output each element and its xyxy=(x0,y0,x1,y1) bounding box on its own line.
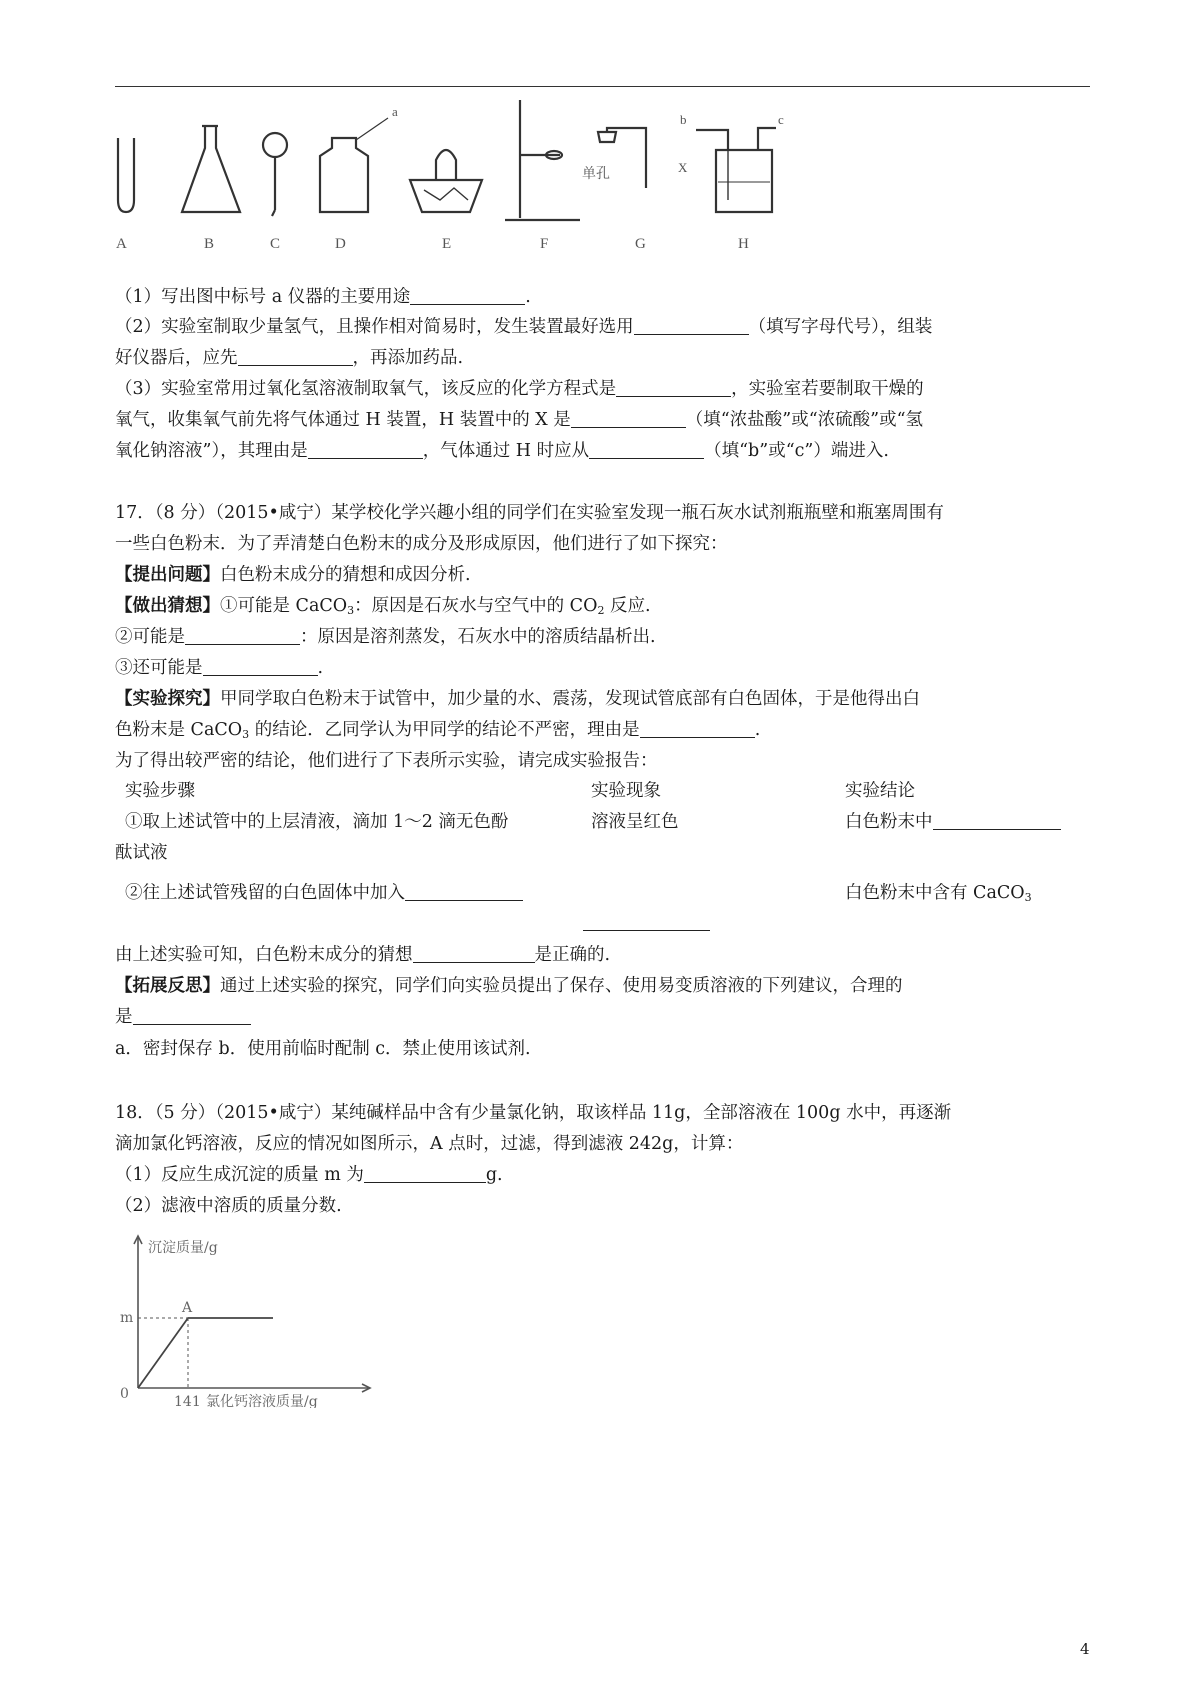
graph-point-a: A xyxy=(182,1300,193,1316)
reagent-label-x: X xyxy=(678,160,688,175)
answer-blank[interactable] xyxy=(616,378,731,397)
q16-part3: （3）实验室常用过氧化氢溶液制取氧气，该反应的化学方程式是 ，实验室若要制取干燥的 xyxy=(115,379,924,399)
port-label-b: b xyxy=(680,112,687,127)
apparatus-label-g: G xyxy=(635,236,646,252)
answer-blank[interactable] xyxy=(185,626,300,645)
answer-blank[interactable] xyxy=(405,882,523,901)
answer-blank[interactable] xyxy=(364,1164,486,1183)
answer-blank[interactable] xyxy=(589,440,704,459)
answer-blank[interactable] xyxy=(571,409,686,428)
pointer-label-a: a xyxy=(392,104,398,119)
answer-blank[interactable] xyxy=(238,347,353,366)
header-rule xyxy=(115,86,1090,87)
table-r1-step-cont: 酞试液 xyxy=(115,843,168,863)
apparatus-figure xyxy=(110,100,870,270)
q16-part2: （2）实验室制取少量氢气，且操作相对简易时，发生装置最好选用 （填写字母代号），组装 xyxy=(115,317,933,337)
table-r1-phenomenon: 溶液呈红色 xyxy=(591,812,679,832)
apparatus-label-d: D xyxy=(335,236,346,252)
table-header-phenomena: 实验现象 xyxy=(591,781,661,801)
apparatus-label-b: B xyxy=(204,236,215,252)
graph-x-label: 氯化钙溶液质量/g xyxy=(206,1394,318,1408)
answer-blank[interactable] xyxy=(634,316,749,335)
table-header-conclusion: 实验结论 xyxy=(845,781,915,801)
table-r2-phenomenon xyxy=(583,910,710,936)
q18-part2: （2）滤液中溶质的质量分数. xyxy=(115,1196,342,1216)
q16-part3-cont: 氧气，收集氧气前先将气体通过 H 装置，H 装置中的 X 是 （填“浓盐酸”或“浓硫酸”或“氢 xyxy=(115,410,924,430)
q17-experiment: 【实验探究】甲同学取白色粉末于试管中，加少量的水、震荡，发现试管底部有白色固体，于是他得出白 xyxy=(115,689,920,709)
answer-blank[interactable] xyxy=(583,912,710,931)
table-r2-step: ②往上述试管残留的白色固体中加入 xyxy=(125,880,523,906)
q17-reflection: 【拓展反思】通过上述实验的探究，同学们向实验员提出了保存、使用易变质溶液的下列建议，合理的 xyxy=(115,976,903,996)
graph-x-tick: 141 xyxy=(174,1394,201,1408)
page-number: 4 xyxy=(1080,1640,1090,1658)
q17-options: a．密封保存 b．使用前临时配制 c．禁止使用该试剂. xyxy=(115,1039,531,1059)
precipitate-graph xyxy=(108,1228,388,1408)
graph-y-label: 沉淀质量/g xyxy=(148,1240,218,1256)
stopper-label: 单孔 xyxy=(582,167,610,182)
apparatus-label-a: A xyxy=(116,236,127,252)
q18-stem-cont: 滴加氯化钙溶液，反应的情况如图所示，A 点时，过滤，得到滤液 242g，计算： xyxy=(115,1134,744,1154)
answer-blank[interactable] xyxy=(933,811,1061,830)
answer-blank[interactable] xyxy=(640,719,755,738)
answer-blank[interactable] xyxy=(133,1006,251,1025)
table-r1-conclusion: 白色粉末中 xyxy=(845,809,1061,835)
graph-origin: 0 xyxy=(120,1386,129,1402)
port-label-c: c xyxy=(778,112,784,127)
apparatus-label-c: C xyxy=(270,236,281,252)
q17-hypothesis-2: ②可能是 ：原因是溶剂蒸发，石灰水中的溶质结晶析出. xyxy=(115,627,656,647)
graph-m-label: m xyxy=(120,1310,134,1326)
answer-blank[interactable] xyxy=(203,657,318,676)
q17-experiment-cont: 色粉末是 CaCO$_3$ 的结论．乙同学认为甲同学的结论不严密，理由是 . xyxy=(115,720,761,741)
q17-stem-cont: 一些白色粉末．为了弄清楚白色粉末的成分及形成原因，他们进行了如下探究： xyxy=(115,534,728,554)
q16-part2-cont: 好仪器后，应先 ，再添加药品. xyxy=(115,348,464,368)
q17-hypothesis: 【做出猜想】①可能是 CaCO$_3$：原因是石灰水与空气中的 $CO_2$ 反应. xyxy=(115,596,651,617)
q17-reflection-cont: 是 xyxy=(115,1004,251,1030)
apparatus-label-e: E xyxy=(442,236,452,252)
precipitate-curve xyxy=(138,1318,273,1388)
q16-part1: （1）写出图中标号 a 仪器的主要用途 . xyxy=(115,287,531,307)
q18-stem: 18．（5 分）（2015•咸宁）某纯碱样品中含有少量氯化钠，取该样品 11g，全部溶液在 100g 水中，再逐渐 xyxy=(115,1103,952,1123)
apparatus-label-h: H xyxy=(738,236,749,252)
q17-stem: 17．（8 分）（2015•咸宁）某学校化学兴趣小组的同学们在实验室发现一瓶石灰水试剂瓶瓶壁和瓶塞周围有 xyxy=(115,503,944,523)
q18-part1: （1）反应生成沉淀的质量 m 为 g. xyxy=(115,1165,503,1185)
answer-blank[interactable] xyxy=(410,286,525,305)
q17-hypothesis-3: ③还可能是 . xyxy=(115,658,324,678)
answer-blank[interactable] xyxy=(413,944,535,963)
q17-result: 由上述实验可知，白色粉末成分的猜想 是正确的. xyxy=(115,945,611,965)
answer-blank[interactable] xyxy=(308,440,423,459)
table-r2-conclusion: 白色粉末中含有 CaCO$_3$ xyxy=(845,883,1032,904)
q17-problem: 【提出问题】白色粉末成分的猜想和成因分析. xyxy=(115,565,471,585)
q16-part3-cont2: 氧化钠溶液”），其理由是 ，气体通过 H 时应从 （填“b”或“c”）端进入. xyxy=(115,441,889,461)
q17-table-intro: 为了得出较严密的结论，他们进行了下表所示实验，请完成实验报告： xyxy=(115,751,658,771)
table-r1-step: ①取上述试管中的上层清液，滴加 1～2 滴无色酚 xyxy=(125,812,509,832)
table-header-steps: 实验步骤 xyxy=(125,781,195,801)
apparatus-label-f: F xyxy=(540,236,549,252)
